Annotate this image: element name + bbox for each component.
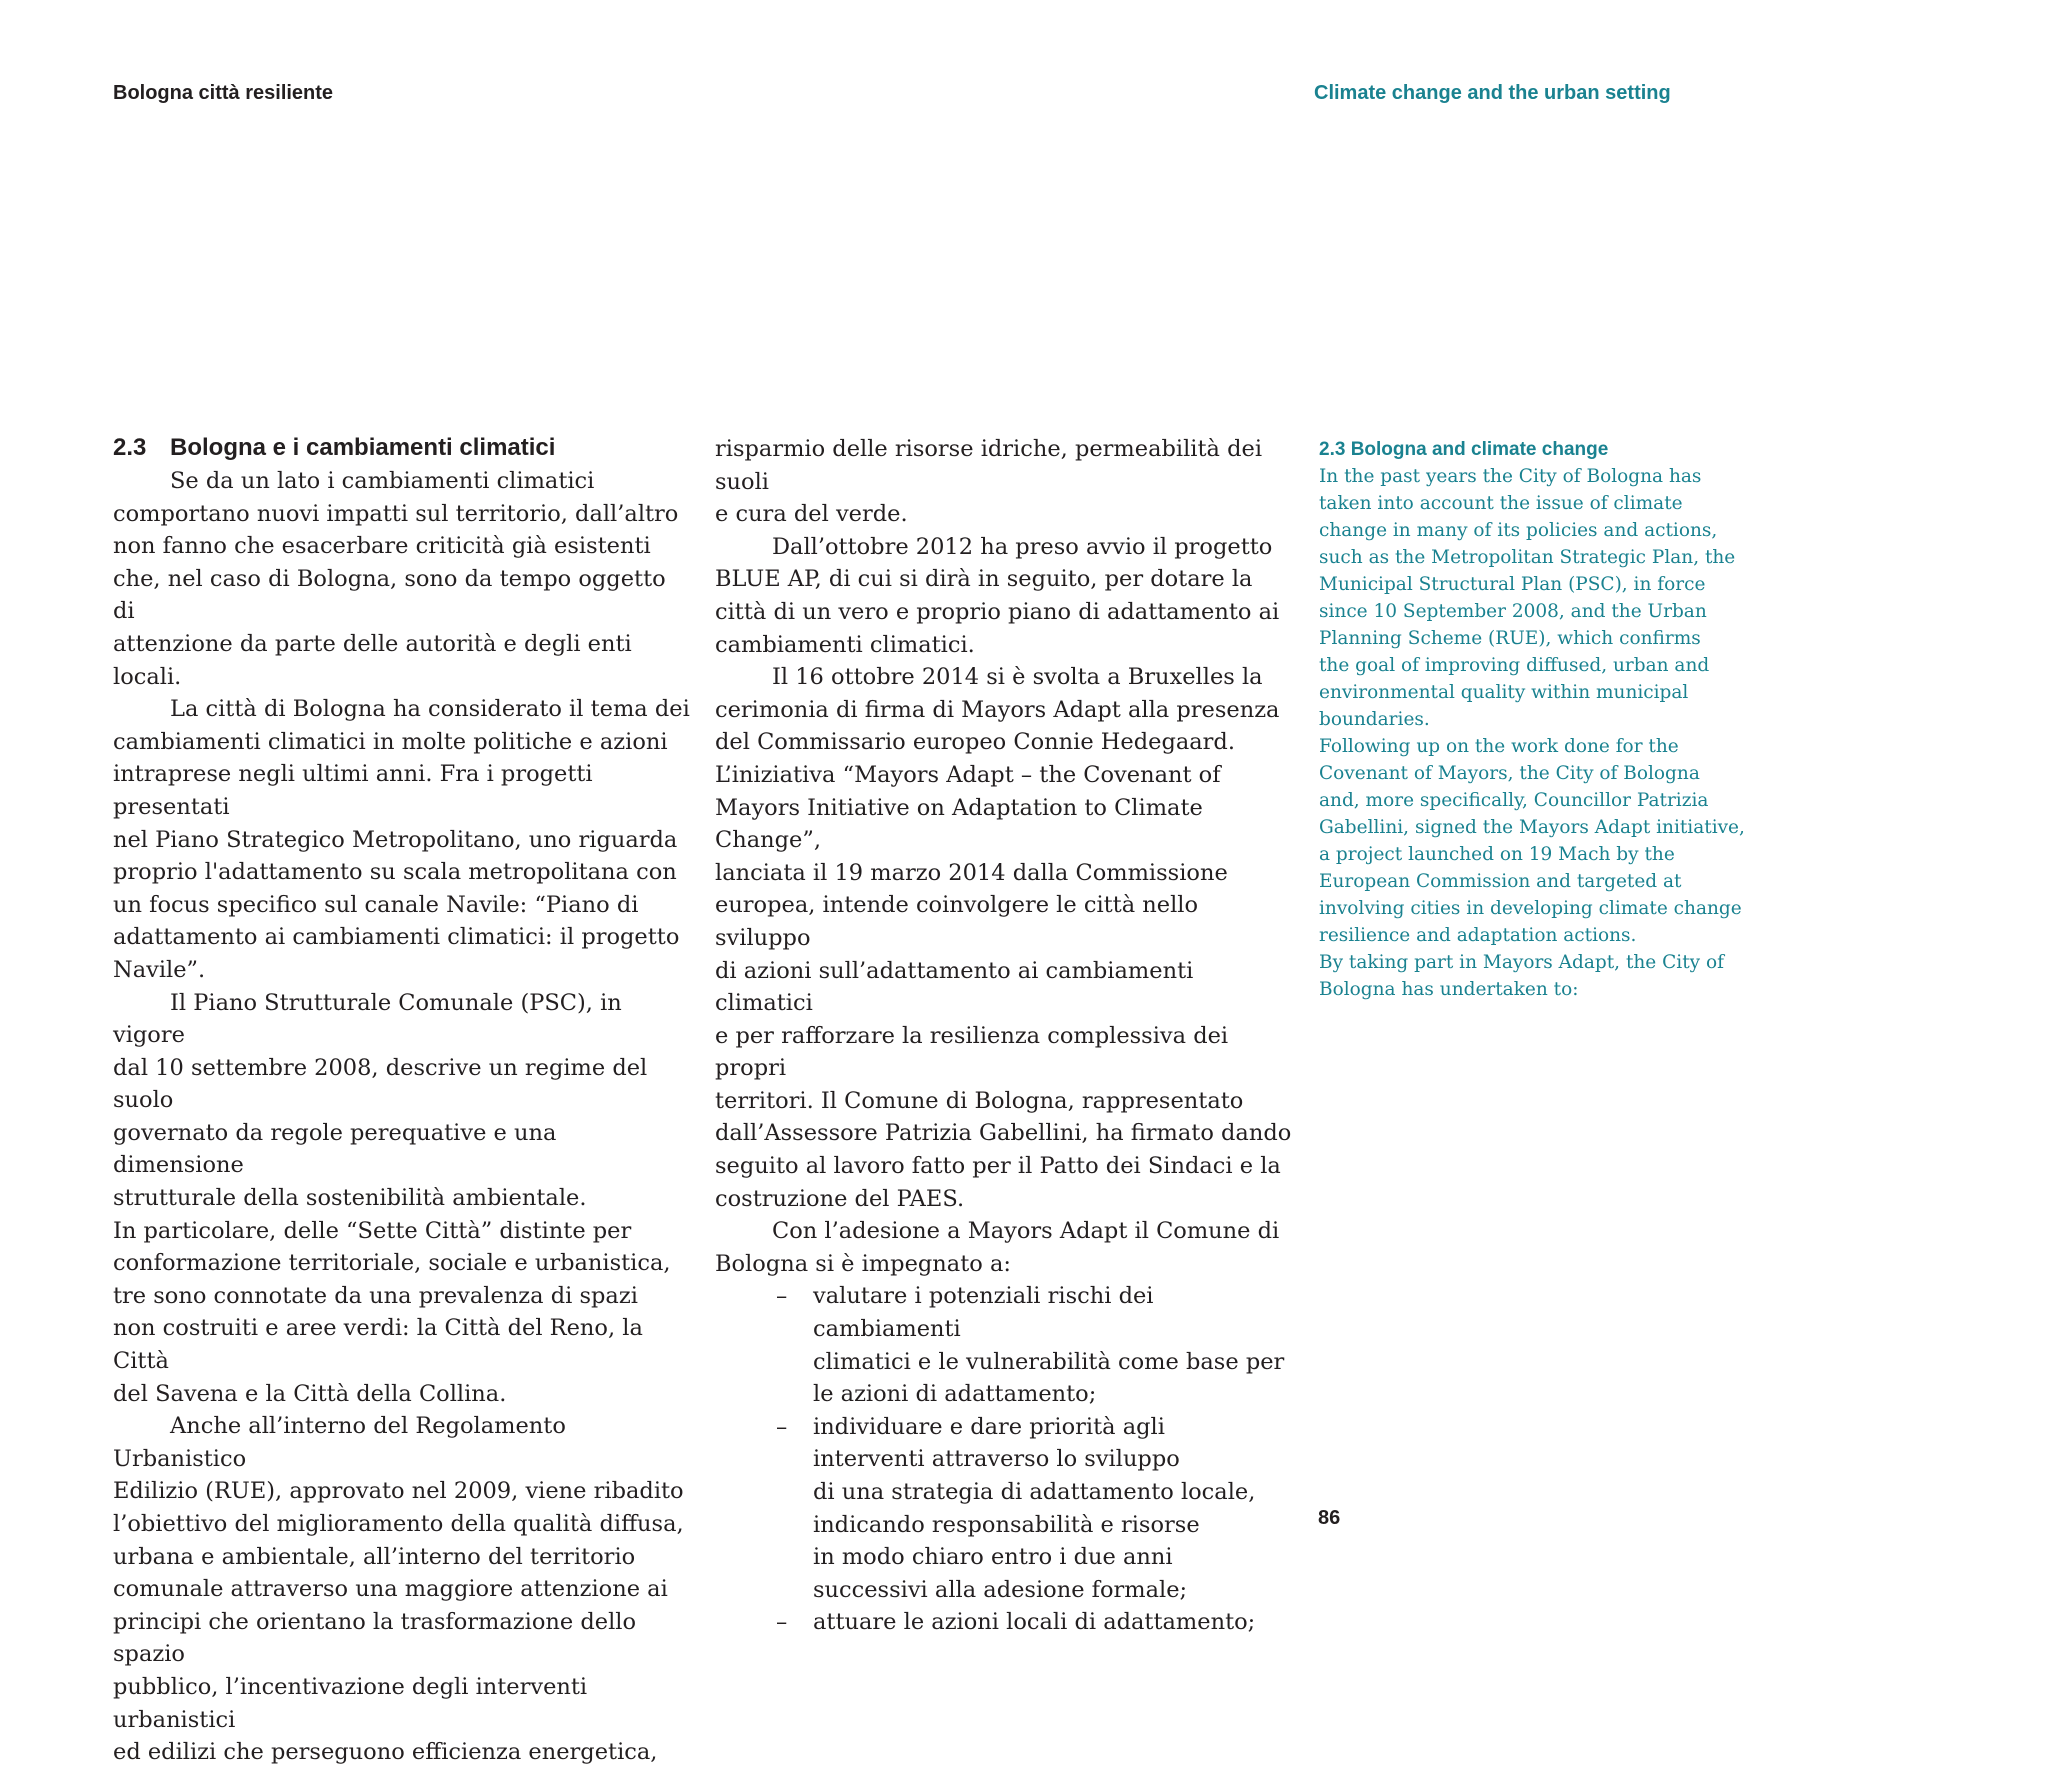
list-item — [715, 1280, 1295, 1410]
paragraph: Il 16 ottobre 2014 si è svolta a Bruxelles la cerimonia di firma di Mayors Adapt alla presenza del Commissario europeo Connie Hedegaard. L’iniziativa “Mayors Adapt – the Covenant of Mayors Initiative on Adaptation to Climate Change”, lanciata il 19 marzo 2014 dalla Commissione europea, intende coinvolgere le città nello sviluppo di azioni sull’adattamento ai cambiamenti climatici e per rafforzare la resilienza complessiva dei propri territori. Il Comune di Bologna, rappresentato dall’Assessore Patrizia Gabellini, ha firmato dando seguito al lavoro fatto per il Patto dei Sindaci e la costruzione del PAES. — [715, 664, 1292, 1212]
paragraph: Con l’adesione a Mayors Adapt il Comune di Bologna si è impegnato a: — [715, 1218, 1280, 1277]
paragraph: Anche all’interno del Regolamento Urbanistico Edilizio (RUE), approvato nel 2009, viene ribadito l’obiettivo del miglioramento della qualità diffusa, urbana e ambientale, all’interno del territorio comunale attraverso una maggiore attenzione ai principi che orientano la trasformazione dello spazio pubblico, l’incentivazione degli interventi urbanistici ed edilizi che perseguono efficienza energetica, — [113, 1413, 684, 1766]
english-paragraph: By taking part in Mayors Adapt, the City of Bologna has undertaken to: — [1319, 952, 1724, 1000]
list-item-text: attuare le azioni locali di adattamento; — [813, 1609, 1256, 1636]
running-head-left: Bologna città resiliente — [113, 82, 334, 104]
paragraph: Dall’ottobre 2012 ha preso avvio il progetto BLUE AP, di cui si dirà in seguito, per dotare la città di un vero e proprio piano di adattamento ai cambiamenti climatici. — [715, 533, 1280, 658]
list-item-text: individuare e dare priorità agli interventi attraverso lo sviluppo di una strategia di adattamento locale, indicando responsabilità e risorse in modo chiaro entro i due anni successivi alla adesione formale; — [813, 1413, 1256, 1603]
english-paragraph: Following up on the work done for the Covenant of Mayors, the City of Bologna and, more specifically, Councillor Patrizia Gabellini, signed the Mayors Adapt initiative, a project launched on 19 Mach by the European Commission and targeted at involving cities in developing climate change resilience and adaptation actions. — [1319, 736, 1745, 946]
page-number: 86 — [1318, 1507, 1341, 1529]
english-paragraph: In the past years the City of Bologna has taken into account the issue of climate change in many of its policies and actions, such as the Metropolitan Strategic Plan, the Municipal Structural Plan (PSC), in force since 10 September 2008, and the Urban Planning Scheme (RUE), which confirms the goal of improving diffused, urban and environmental quality within municipal boundaries. — [1319, 466, 1736, 730]
commitments-list — [715, 1280, 1295, 1639]
paragraph: La città di Bologna ha considerato il tema dei cambiamenti climatici in molte politiche e azioni intraprese negli ultimi anni. Fra i progetti presentati nel Piano Strategico Metropolitano, uno riguarda proprio l'adattamento su scala metropolitana con un focus specifico sul canale Navile: “Piano di adattamento ai cambiamenti climatici: il progetto Navile”. — [113, 696, 690, 983]
list-dash: – — [776, 1413, 788, 1440]
paragraph: Se da un lato i cambiamenti climatici comportano nuovi impatti sul territorio, dall’altro non fanno che esacerbare criticità già esistenti che, nel caso di Bologna, sono da tempo oggetto di attenzione da parte delle autorità e degli enti locali. — [113, 468, 679, 690]
text-column-2 — [715, 433, 1295, 1639]
english-summary-heading: 2.3 Bologna and climate change — [1319, 439, 1609, 460]
section-heading — [113, 433, 693, 463]
text-column-1 — [113, 433, 693, 1769]
running-head-right: Climate change and the urban setting — [1314, 82, 1671, 104]
paragraph: In particolare, delle “Sette Città” distinte per conformazione territoriale, sociale e urbanistica, tre sono connotate da una prevalenza di spazi non costruiti e aree verdi: la Città del Reno, la Città del Savena e la Città della Collina. — [113, 1217, 671, 1407]
list-dash: – — [776, 1609, 788, 1636]
section-number: 2.3 — [113, 434, 147, 461]
paragraph: risparmio delle risorse idriche, permeabilità dei suoli e cura del verde. — [715, 436, 1263, 528]
paragraph: Il Piano Strutturale Comunale (PSC), in vigore dal 10 settembre 2008, descrive un regime del suolo governato da regole perequative e una dimensione strutturale della sostenibilità ambientale. — [113, 989, 648, 1212]
list-item — [715, 1606, 1295, 1639]
section-title: Bologna e i cambiamenti climatici — [170, 434, 556, 461]
english-summary-column — [1319, 436, 1749, 1003]
list-item — [715, 1411, 1295, 1607]
list-item-text: valutare i potenziali rischi dei cambiamenti climatici e le vulnerabilità come base per le azioni di adattamento; — [813, 1283, 1285, 1408]
list-dash: – — [776, 1283, 788, 1310]
